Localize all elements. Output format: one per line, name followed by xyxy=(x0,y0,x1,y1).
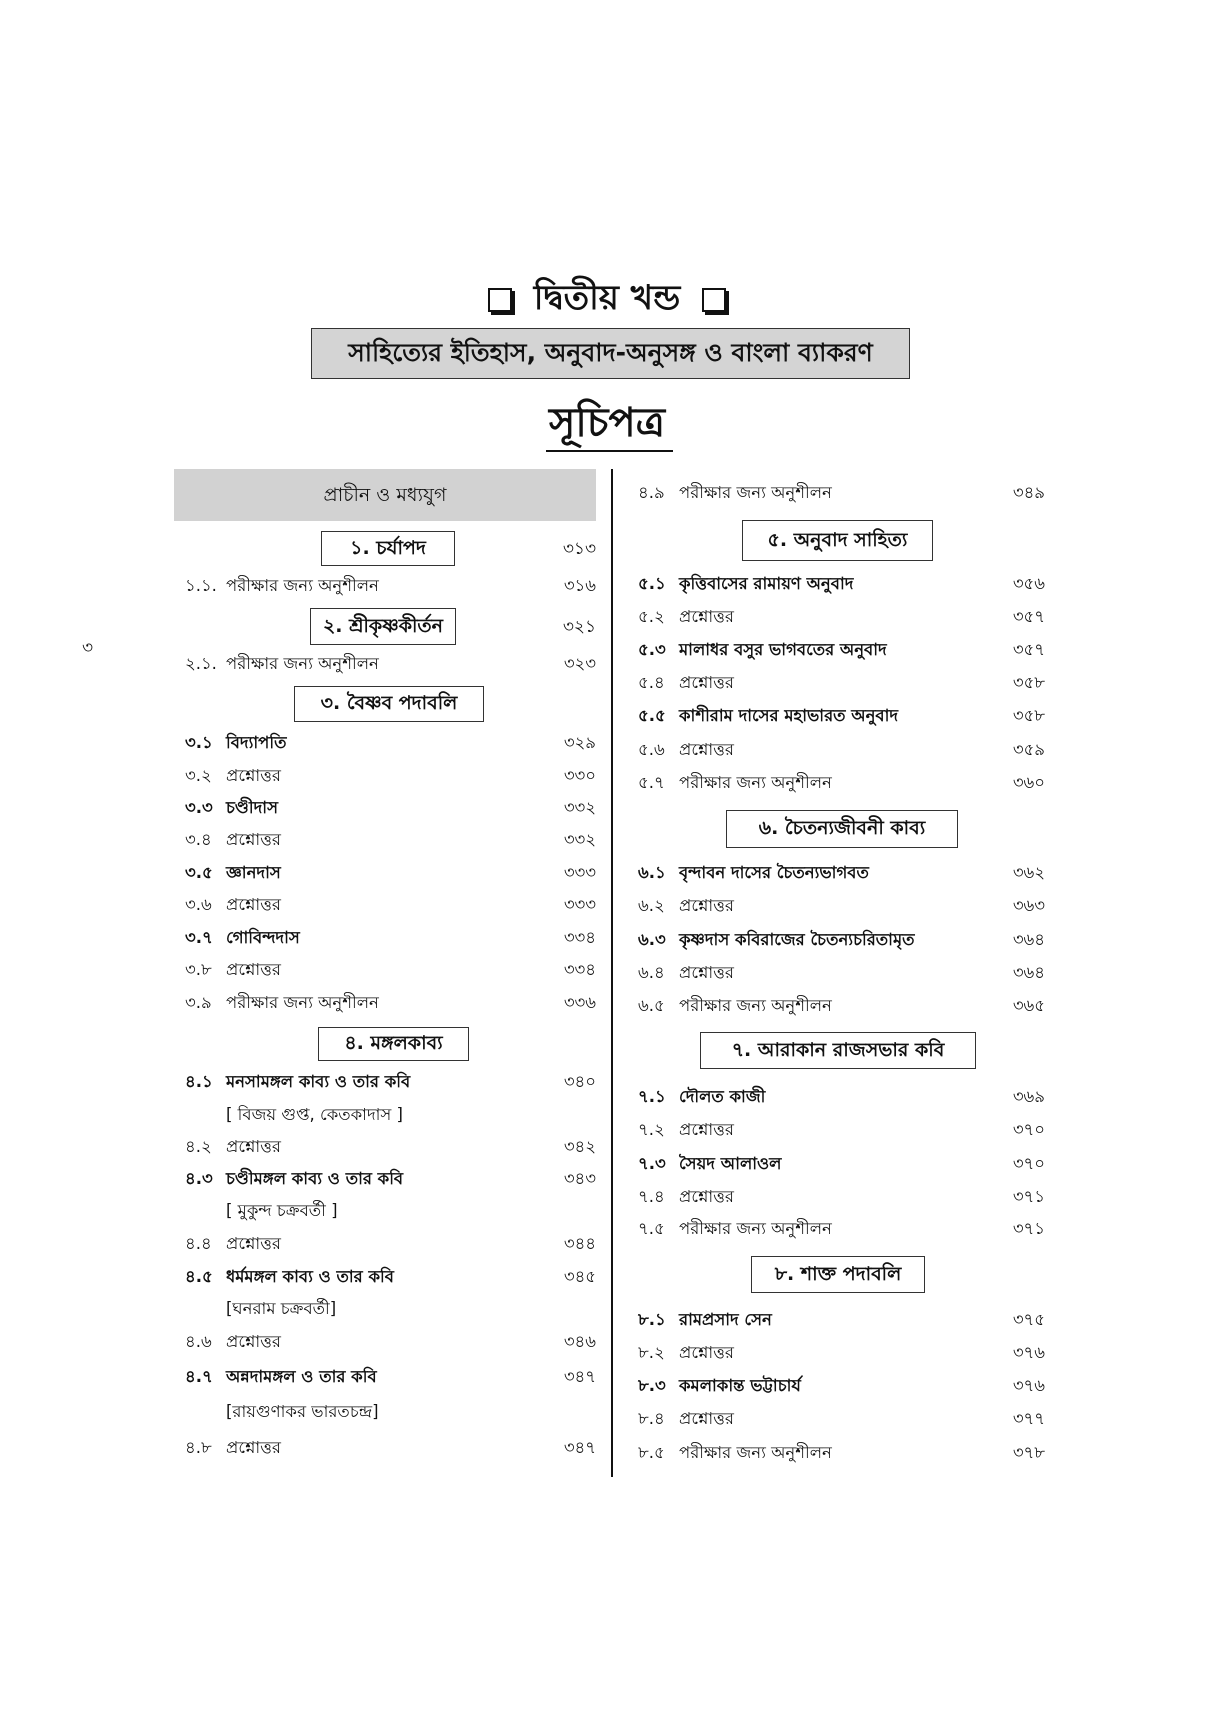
section-heading-box: ৩. বৈষ্ণব পদাবলি xyxy=(294,686,484,722)
toc-entry[interactable] xyxy=(0,1340,1214,1366)
entry-page-number: ৩৬৩ xyxy=(1012,896,1045,915)
entry-title: চণ্ডীদাস xyxy=(226,798,278,817)
toc-entry[interactable] xyxy=(0,860,1214,886)
entry-page-number: ৩১৬ xyxy=(563,576,596,595)
entry-title: পরীক্ষার জন্য অনুশীলন xyxy=(679,1443,832,1462)
toc-entry[interactable] xyxy=(0,1117,1214,1143)
entry-page-number: ৩৪৭ xyxy=(563,1438,596,1457)
entry-page-number: ৩৪০ xyxy=(563,1072,596,1091)
entry-number: ৭.২ xyxy=(638,1120,665,1139)
entry-title: বৃন্দাবন দাসের চৈতন্যভাগবত xyxy=(679,863,869,882)
entry-number: ৩.৯ xyxy=(185,993,212,1012)
entry-page-number: ৩৭৬ xyxy=(1012,1343,1045,1362)
entry-number: ৫.৫ xyxy=(638,706,666,725)
entry-page-number: ৩৪৬ xyxy=(563,1332,596,1351)
toc-entry[interactable] xyxy=(0,1406,1214,1432)
entry-title: সৈয়দ আলাওল xyxy=(679,1154,782,1173)
entry-number: ৩.৬ xyxy=(185,895,212,914)
toc-entry[interactable] xyxy=(0,770,1214,796)
toc-entry[interactable] xyxy=(0,637,1214,663)
entry-page-number: ৩৩৩ xyxy=(563,863,596,882)
entry-page-number: ৩৪৭ xyxy=(563,1367,596,1386)
toc-entry[interactable] xyxy=(0,960,1214,986)
toc-entry[interactable] xyxy=(0,795,1214,821)
toc-entry[interactable] xyxy=(0,1216,1214,1242)
entry-number: ৮.৪ xyxy=(638,1409,665,1428)
entry-title: রামপ্রসাদ সেন xyxy=(679,1310,772,1329)
entry-title: প্রশ্নোত্তর xyxy=(226,1332,281,1351)
toc-entry[interactable] xyxy=(0,703,1214,729)
entry-page-number: ৩৬৪ xyxy=(1012,930,1045,949)
entry-number: ৩.৫ xyxy=(185,863,213,882)
entry-title: প্রশ্নোত্তর xyxy=(679,896,734,915)
entry-number: ৪.৩ xyxy=(185,1169,213,1188)
section-heading-box: ৪. মঙ্গলকাব্য xyxy=(318,1027,469,1061)
part-title xyxy=(0,274,1214,322)
toc-entry[interactable] xyxy=(0,993,1214,1019)
entry-page-number: ৩৭৫ xyxy=(1012,1310,1045,1329)
entry-page-number: ৩৪৩ xyxy=(563,1169,596,1188)
entry-title: প্রশ্নোত্তর xyxy=(226,895,281,914)
entry-number: ৪.২ xyxy=(185,1137,212,1156)
entry-author-note: [ বিজয় গুপ্ত, কেতকাদাস ] xyxy=(226,1105,403,1124)
entry-page-number: ৩৭১ xyxy=(1012,1219,1045,1238)
entry-title: জ্ঞানদাস xyxy=(226,863,281,882)
section-heading-box: ৮. শাক্ত পদাবলি xyxy=(751,1256,925,1293)
entry-number: ১.১. xyxy=(185,576,217,595)
entry-page-number: ৩৩৪ xyxy=(563,928,596,947)
entry-page-number: ৩৭০ xyxy=(1012,1154,1045,1173)
entry-title: পরীক্ষার জন্য অনুশীলন xyxy=(679,483,832,502)
entry-title: পরীক্ষার জন্য অনুশীলন xyxy=(679,1219,832,1238)
entry-page-number: ৩৬৫ xyxy=(1012,996,1045,1015)
toc-entry[interactable] xyxy=(0,480,1214,506)
entry-page-number: ৩৩২ xyxy=(563,798,596,817)
entry-number: ৫.৬ xyxy=(638,740,665,759)
entry-page-number: ৩৬২ xyxy=(1012,863,1045,882)
entry-title: প্রশ্নোত্তর xyxy=(679,963,734,982)
entry-number: ৭.৪ xyxy=(638,1187,665,1206)
entry-page-number: ৩৭৬ xyxy=(1012,1376,1045,1395)
toc-entry[interactable] xyxy=(0,1151,1214,1177)
entry-number: ৬.২ xyxy=(638,896,665,915)
section-heading-box: ১. চর্যাপদ xyxy=(321,531,455,566)
entry-page-number: ৩২৯ xyxy=(563,733,596,752)
toc-entry[interactable] xyxy=(0,1373,1214,1399)
entry-title: প্রশ্নোত্তর xyxy=(679,673,734,692)
toc-title-underline xyxy=(546,450,673,452)
entry-number: ৫.১ xyxy=(638,574,666,593)
entry-page-number: ৩৭৮ xyxy=(1012,1443,1045,1462)
entry-page-number: ৩৫৮ xyxy=(1012,706,1045,725)
period-band: প্রাচীন ও মধ্যযুগ xyxy=(174,469,596,521)
entry-page-number: ৩৬৪ xyxy=(1012,963,1045,982)
entry-page-number: ৩৭৭ xyxy=(1012,1409,1045,1428)
entry-page-number: ৩৪৯ xyxy=(1012,483,1045,502)
section-page-number: ৩২১ xyxy=(562,617,596,637)
entry-number: ৭.১ xyxy=(638,1087,666,1106)
entry-page-number: ৩৩৩ xyxy=(563,895,596,914)
entry-title: প্রশ্নোত্তর xyxy=(679,1409,734,1428)
entry-title: অন্নদামঙ্গল ও তার কবি xyxy=(226,1367,377,1386)
entry-page-number: ৩৩২ xyxy=(563,830,596,849)
entry-page-number: ৩৬৯ xyxy=(1012,1087,1045,1106)
entry-number: ৪.৪ xyxy=(185,1234,212,1253)
section-heading-box: ৫. অনুবাদ সাহিত্য xyxy=(742,520,933,561)
entry-page-number: ৩৫৯ xyxy=(1012,740,1045,759)
entry-title: কাশীরাম দাসের মহাভারত অনুবাদ xyxy=(679,706,899,725)
entry-title: পরীক্ষার জন্য অনুশীলন xyxy=(226,993,379,1012)
entry-title: প্রশ্নোত্তর xyxy=(226,1234,281,1253)
section-heading-box: ২. শ্রীকৃষ্ণকীর্তন xyxy=(310,608,456,645)
entry-number: ৬.১ xyxy=(638,863,666,882)
entry-page-number: ৩৩৪ xyxy=(563,960,596,979)
checkbox-square-icon xyxy=(488,288,512,312)
entry-title: কৃষ্ণদাস কবিরাজের চৈতন্যচরিতামৃত xyxy=(679,930,915,949)
toc-entry[interactable] xyxy=(0,1184,1214,1210)
entry-number: ৪.৬ xyxy=(185,1332,212,1351)
toc-entry[interactable] xyxy=(0,1440,1214,1466)
entry-title: প্রশ্নোত্তর xyxy=(226,766,281,785)
entry-title: পরীক্ষার জন্য অনুশীলন xyxy=(679,773,832,792)
entry-number: ৪.৫ xyxy=(185,1267,213,1286)
entry-number: ৬.৩ xyxy=(638,930,666,949)
entry-number: ৩.৮ xyxy=(185,960,212,979)
section-heading-box: ৬. চৈতন্যজীবনী কাব্য xyxy=(726,810,958,848)
entry-page-number: ৩৫৬ xyxy=(1012,574,1045,593)
entry-title: প্রশ্নোত্তর xyxy=(679,607,734,626)
entry-title: প্রশ্নোত্তর xyxy=(679,1343,734,1362)
entry-number: ৫.৭ xyxy=(638,773,665,792)
entry-title: পরীক্ষার জন্য অনুশীলন xyxy=(226,576,379,595)
entry-number: ৭.৩ xyxy=(638,1154,666,1173)
entry-author-note: [রায়গুণাকর ভারতচন্দ্র] xyxy=(226,1402,379,1421)
entry-title: দৌলত কাজী xyxy=(679,1087,766,1106)
entry-page-number: ৩৩৬ xyxy=(563,993,596,1012)
margin-page-number: ৩ xyxy=(82,638,94,658)
toc-entry[interactable] xyxy=(0,604,1214,630)
toc-entry[interactable] xyxy=(0,737,1214,763)
entry-number: ৫.৪ xyxy=(638,673,665,692)
entry-page-number: ৩৫৭ xyxy=(1012,607,1045,626)
entry-title: বিদ্যাপতি xyxy=(226,733,287,752)
entry-number: ৮.২ xyxy=(638,1343,665,1362)
subtitle-box: সাহিত্যের ইতিহাস, অনুবাদ-অনুসঙ্গ ও বাংলা ব্যাকরণ xyxy=(311,328,910,379)
entry-page-number: ৩৩০ xyxy=(563,766,596,785)
entry-title: প্রশ্নোত্তর xyxy=(226,960,281,979)
toc-entry[interactable] xyxy=(0,670,1214,696)
entry-title: পরীক্ষার জন্য অনুশীলন xyxy=(679,996,832,1015)
entry-title: ধর্মমঙ্গল কাব্য ও তার কবি xyxy=(226,1267,394,1286)
toc-entry[interactable] xyxy=(0,571,1214,597)
entry-page-number: ৩৭১ xyxy=(1012,1187,1045,1206)
entry-page-number: ৩৬০ xyxy=(1012,773,1045,792)
section-heading-box: ৭. আরাকান রাজসভার কবি xyxy=(700,1032,976,1069)
entry-number: ৪.৭ xyxy=(185,1367,213,1386)
entry-number: ২.১. xyxy=(185,654,217,673)
entry-title: প্রশ্নোত্তর xyxy=(226,830,281,849)
entry-title: চণ্ডীমঙ্গল কাব্য ও তার কবি xyxy=(226,1169,404,1188)
entry-title: প্রশ্নোত্তর xyxy=(679,1120,734,1139)
entry-title: মনসামঙ্গল কাব্য ও তার কবি xyxy=(226,1072,411,1091)
entry-title: কমলাকান্ত ভট্টাচার্য xyxy=(679,1376,801,1395)
toc-title: সূচিপত্র xyxy=(549,400,665,446)
section-page-number: ৩১৩ xyxy=(562,539,596,559)
entry-page-number: ৩৪২ xyxy=(563,1137,596,1156)
entry-number: ৮.৫ xyxy=(638,1443,665,1462)
entry-number: ৭.৫ xyxy=(638,1219,665,1238)
toc-entry[interactable] xyxy=(0,893,1214,919)
entry-number: ৩.৭ xyxy=(185,928,213,947)
entry-page-number: ৩৫৮ xyxy=(1012,673,1045,692)
entry-title: প্রশ্নোত্তর xyxy=(679,1187,734,1206)
toc-entry[interactable] xyxy=(0,1264,1214,1290)
entry-title: গোবিন্দদাস xyxy=(226,928,300,947)
entry-number: ৬.৫ xyxy=(638,996,665,1015)
toc-entry[interactable] xyxy=(0,1084,1214,1110)
entry-number: ৩.২ xyxy=(185,766,212,785)
entry-page-number: ৩৪৪ xyxy=(563,1234,596,1253)
entry-page-number: ৩৭০ xyxy=(1012,1120,1045,1139)
entry-number: ৩.১ xyxy=(185,733,213,752)
entry-title: প্রশ্নোত্তর xyxy=(679,740,734,759)
entry-number: ৬.৪ xyxy=(638,963,665,982)
entry-page-number: ৩৪৫ xyxy=(563,1267,596,1286)
entry-title: পরীক্ষার জন্য অনুশীলন xyxy=(226,654,379,673)
entry-number: ৮.৩ xyxy=(638,1376,666,1395)
entry-title: প্রশ্নোত্তর xyxy=(226,1137,281,1156)
entry-number: ৩.৪ xyxy=(185,830,212,849)
entry-number: ৫.৩ xyxy=(638,640,666,659)
entry-title: প্রশ্নোত্তর xyxy=(226,1438,281,1457)
entry-number: ৩.৩ xyxy=(185,798,213,817)
entry-page-number: ৩৫৭ xyxy=(1012,640,1045,659)
entry-page-number: ৩২৩ xyxy=(563,654,596,673)
entry-title: কৃত্তিবাসের রামায়ণ অনুবাদ xyxy=(679,574,854,593)
toc-entry[interactable] xyxy=(0,927,1214,953)
part-title-text: দ্বিতীয় খন্ড xyxy=(533,278,681,318)
entry-author-note: [ঘনরাম চক্রবর্তী] xyxy=(226,1299,337,1318)
entry-author-note: [ মুকুন্দ চক্রবর্তী ] xyxy=(226,1201,338,1220)
entry-number: ৫.২ xyxy=(638,607,665,626)
entry-number: ৪.৯ xyxy=(638,483,665,502)
toc-entry[interactable] xyxy=(0,1307,1214,1333)
checkbox-square-icon xyxy=(702,288,726,312)
entry-number: ৪.৮ xyxy=(185,1438,212,1457)
entry-title: মালাধর বসুর ভাগবতের অনুবাদ xyxy=(679,640,887,659)
entry-number: ৮.১ xyxy=(638,1310,666,1329)
toc-entry[interactable] xyxy=(0,827,1214,853)
entry-number: ৪.১ xyxy=(185,1072,213,1091)
